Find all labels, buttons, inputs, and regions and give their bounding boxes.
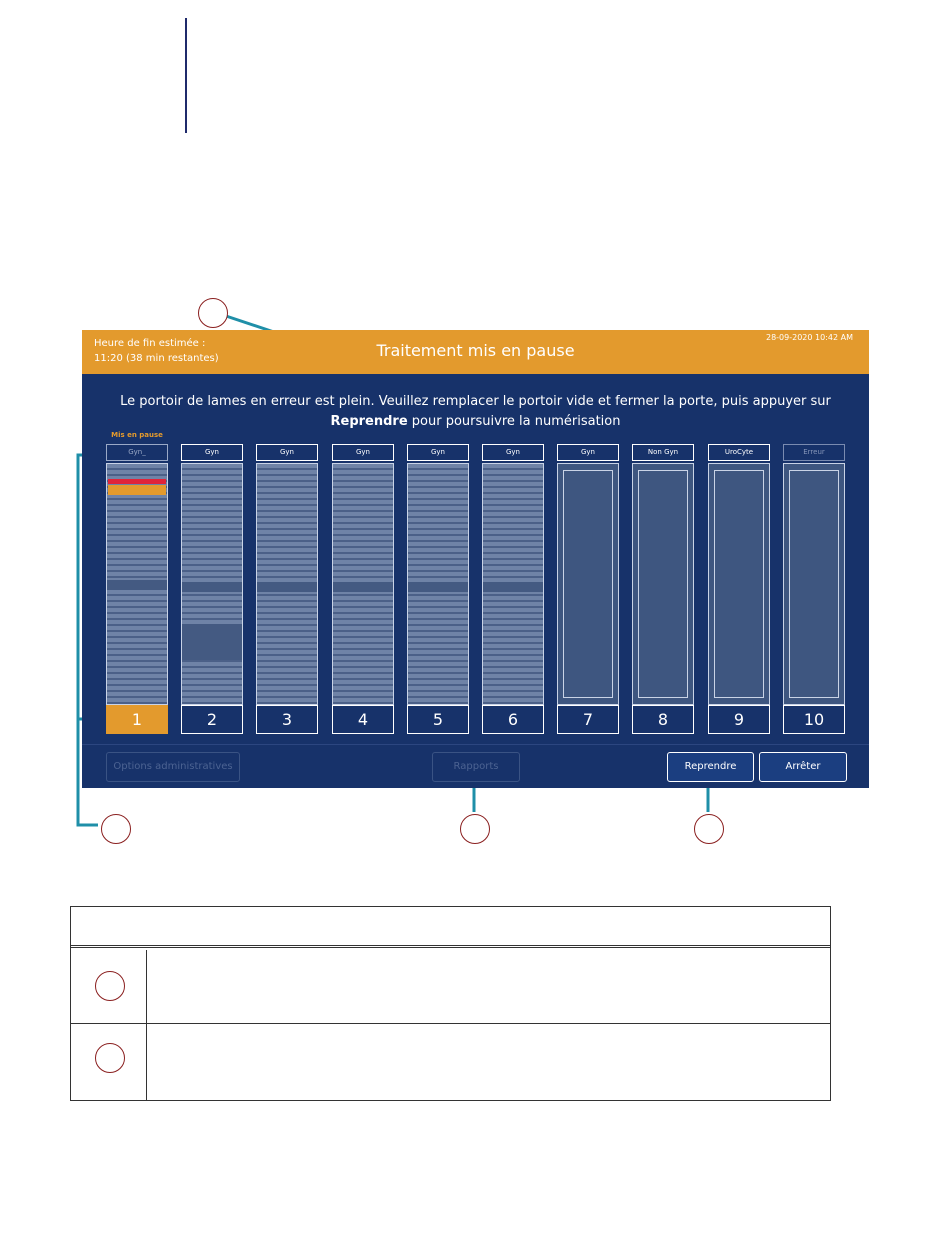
rack-empty-slot (708, 463, 770, 705)
rack-slides (407, 463, 469, 705)
eta-label: Heure de fin estimée : (94, 338, 206, 349)
rack-empty-slot (557, 463, 619, 705)
rack-number: 4 (332, 705, 394, 734)
scanner-screen (82, 330, 869, 788)
legend-callout (95, 971, 125, 1001)
eta-value: 11:20 (38 min restantes) (94, 353, 219, 364)
divider (82, 744, 869, 745)
legend-callout (95, 1043, 125, 1073)
paused-slide (108, 490, 166, 495)
rack-label: Non Gyn (632, 444, 694, 461)
paused-label: Mis en pause (111, 431, 163, 439)
rack-8[interactable] (632, 444, 694, 734)
rack-7[interactable] (557, 444, 619, 734)
rack-1[interactable] (106, 444, 168, 734)
empty-slot-gap (107, 580, 167, 590)
empty-slot-gap (408, 582, 468, 592)
rack-label: Erreur (783, 444, 845, 461)
datetime: 28-09-2020 10:42 AM (765, 333, 853, 342)
legend-row (71, 1024, 830, 1100)
stop-button[interactable]: Arrêter (759, 752, 847, 782)
rack-4[interactable] (332, 444, 394, 734)
rack-slides (332, 463, 394, 705)
rack-empty-slot (632, 463, 694, 705)
callout-3 (460, 814, 490, 844)
rack-5[interactable] (407, 444, 469, 734)
reports-button[interactable]: Rapports (432, 752, 520, 782)
rack-number: 9 (708, 705, 770, 734)
empty-slot-gap (483, 582, 543, 592)
rack-9[interactable] (708, 444, 770, 734)
rack-slides (106, 463, 168, 705)
rack-label: Gyn (332, 444, 394, 461)
rack-10[interactable] (783, 444, 845, 734)
empty-slot-gap (182, 582, 242, 592)
status-bar (82, 330, 869, 374)
callout-1 (198, 298, 228, 328)
resume-button[interactable]: Reprendre (667, 752, 754, 782)
callout-4 (694, 814, 724, 844)
rack-label: Gyn (256, 444, 318, 461)
callout-2 (101, 814, 131, 844)
admin-options-button[interactable]: Options administratives (106, 752, 240, 782)
rack-number: 1 (106, 705, 168, 734)
rack-slides (181, 463, 243, 705)
error-slide (108, 479, 166, 484)
rack-label: Gyn (181, 444, 243, 461)
legend-number-cell (71, 1024, 147, 1100)
rack-slides (256, 463, 318, 705)
message-part2: pour poursuivre la numérisation (407, 414, 621, 429)
screen-title: Traitement mis en pause (376, 341, 575, 360)
rack-3[interactable] (256, 444, 318, 734)
legend-header (71, 907, 830, 948)
rack-number: 2 (181, 705, 243, 734)
empty-slot-gap (333, 582, 393, 592)
empty-slot-gap (182, 624, 242, 660)
rack-6[interactable] (482, 444, 544, 734)
rack-number: 5 (407, 705, 469, 734)
legend-number-cell (71, 950, 147, 1023)
rack-number: 3 (256, 705, 318, 734)
message-part1: Le portoir de lames en erreur est plein. Veuillez remplacer le portoir vide et fermer la porte, puis appuyer sur (120, 394, 831, 409)
legend-table (70, 906, 831, 1101)
rack-number: 7 (557, 705, 619, 734)
rack-label: Gyn (407, 444, 469, 461)
empty-slot-gap (257, 582, 317, 592)
margin-rule (185, 18, 187, 133)
rack-slides (482, 463, 544, 705)
rack-label: Gyn (482, 444, 544, 461)
error-message (96, 392, 855, 432)
rack-label: Gyn_ (106, 444, 168, 461)
rack-label: UroCyte (708, 444, 770, 461)
legend-row (71, 950, 830, 1024)
rack-number: 6 (482, 705, 544, 734)
rack-number: 10 (783, 705, 845, 734)
message-bold: Reprendre (330, 414, 408, 429)
rack-empty-slot (783, 463, 845, 705)
rack-2[interactable] (181, 444, 243, 734)
rack-label: Gyn (557, 444, 619, 461)
rack-number: 8 (632, 705, 694, 734)
